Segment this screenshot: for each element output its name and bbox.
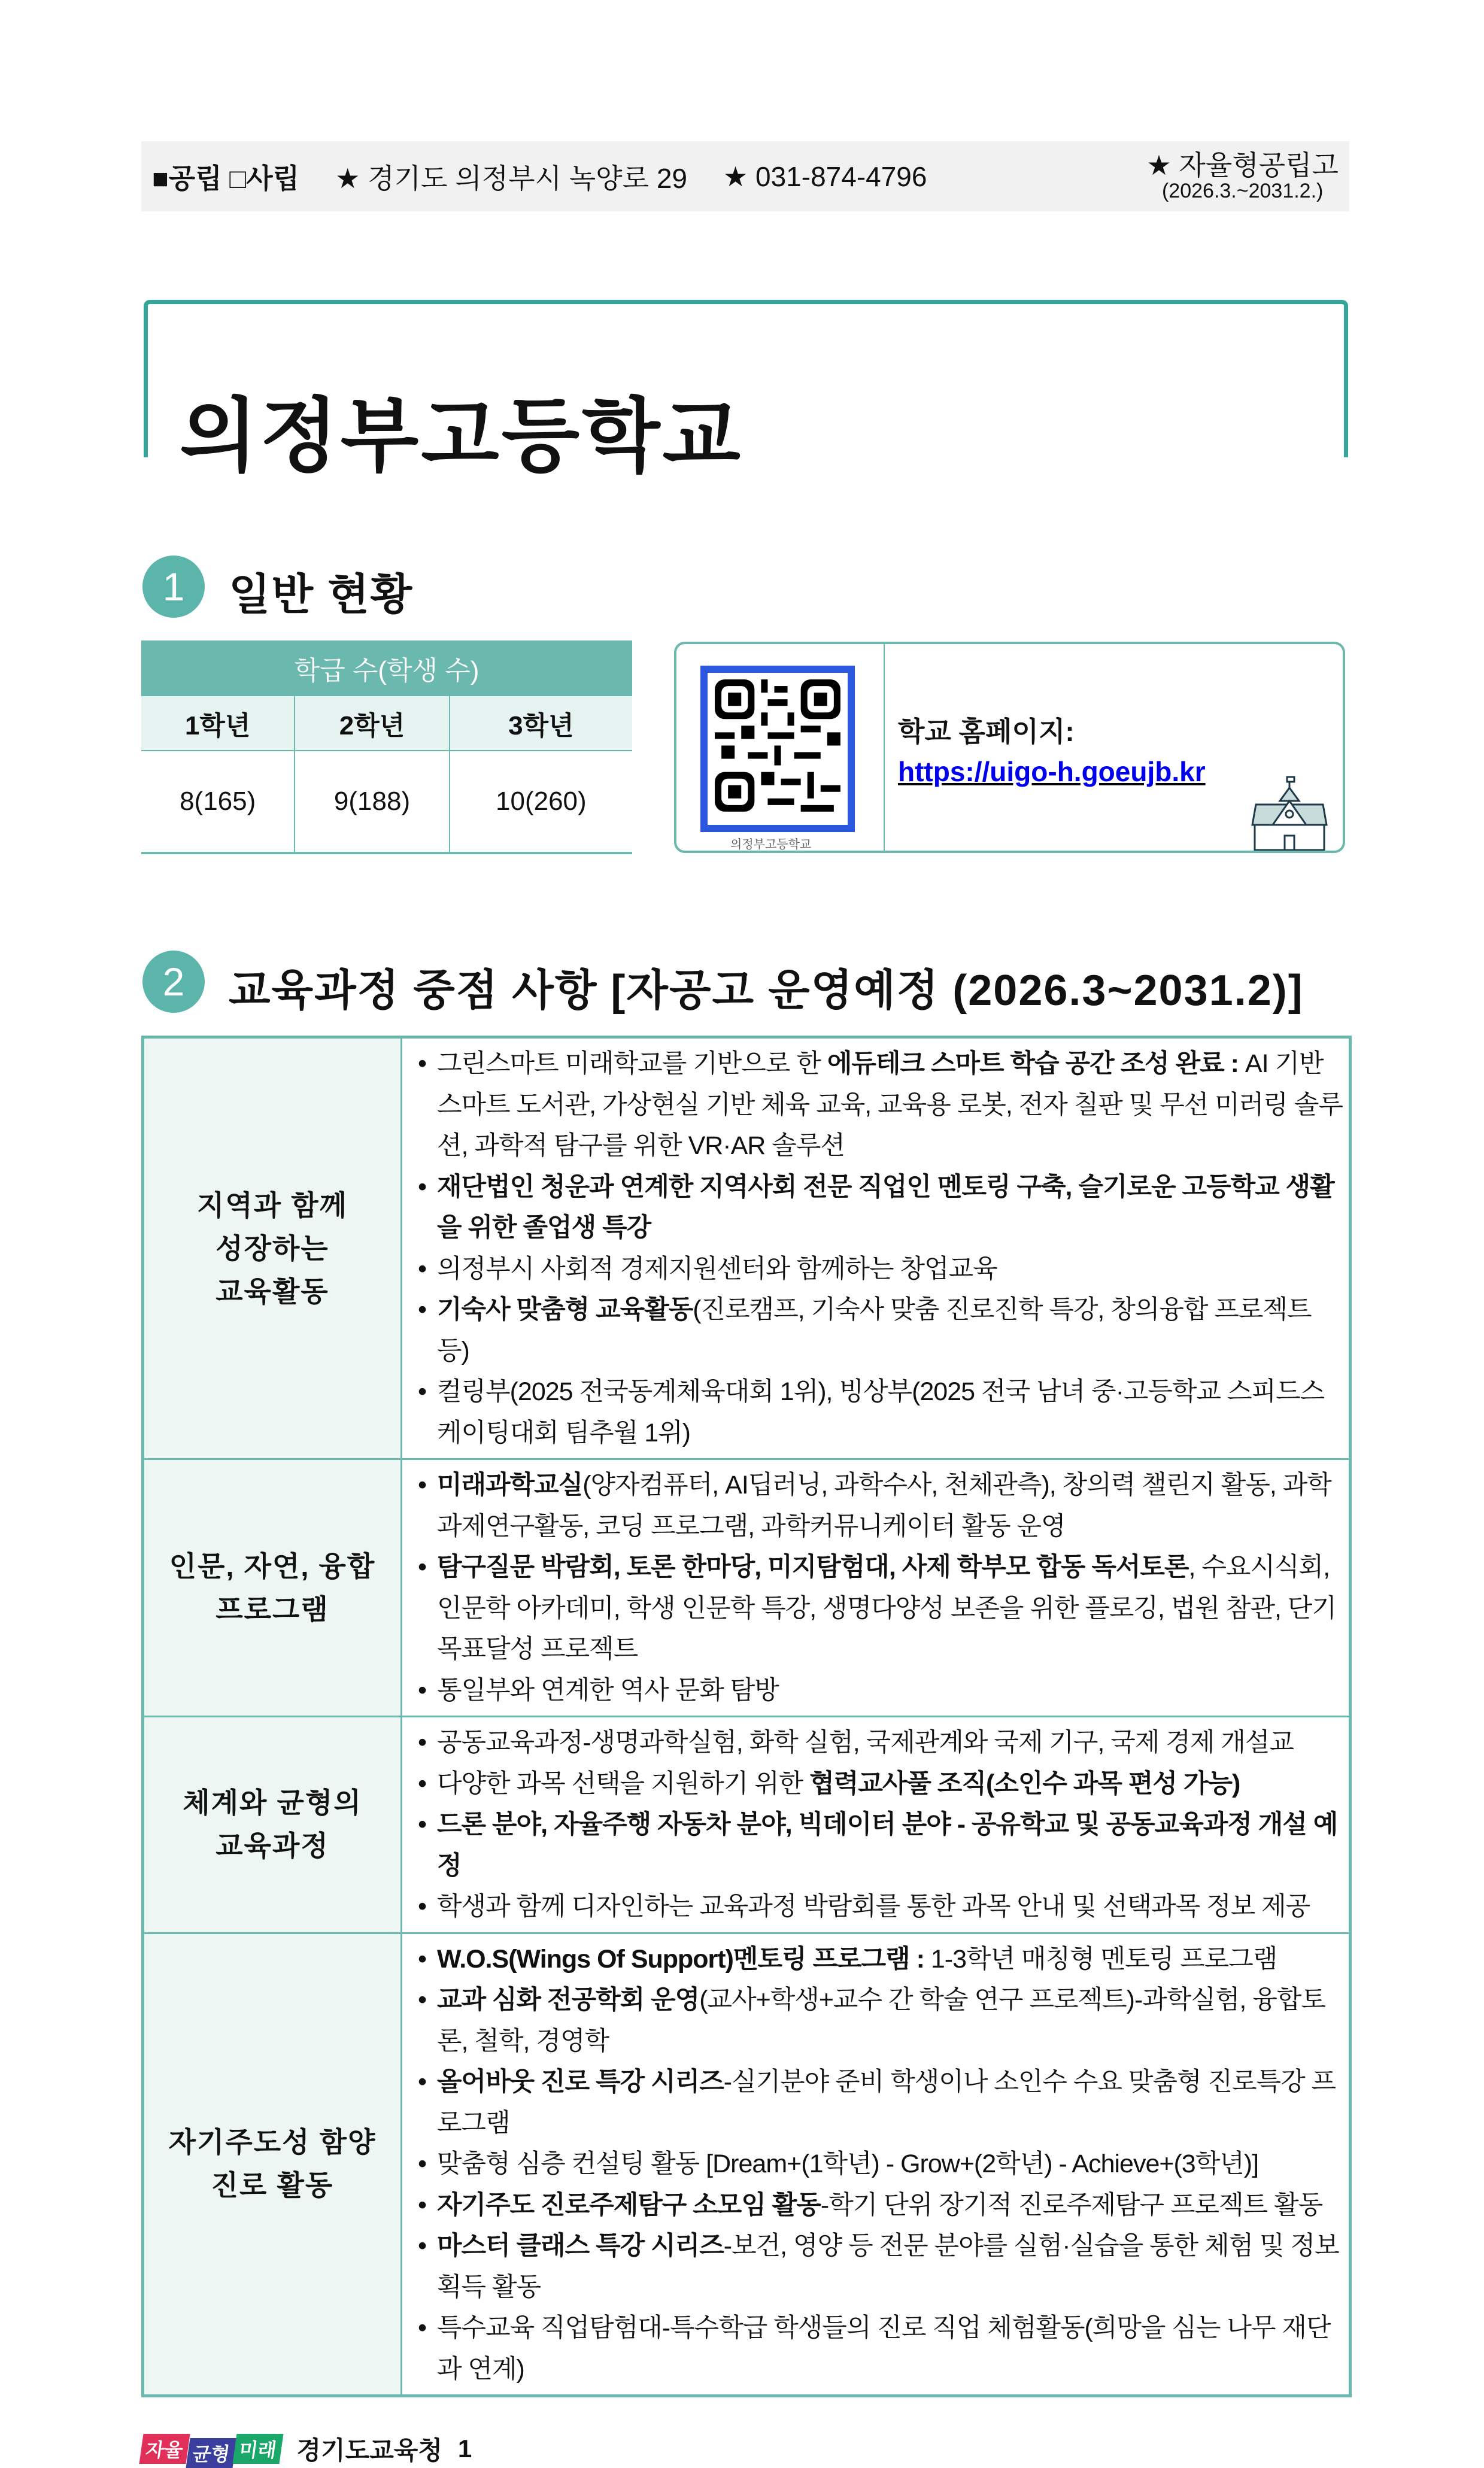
column-header: 2학년 [295, 696, 449, 751]
bullet-item [411, 1670, 1343, 1711]
bullet-item [411, 1980, 1343, 2062]
logo-part: 미래 [232, 2434, 283, 2464]
bold-text: W.O.S(Wings Of Support)멘토링 프로그램 : [437, 1944, 924, 1974]
page-number: 1 [457, 2434, 472, 2463]
text: 다양한 과목 선택을 지원하기 위한 [437, 1769, 810, 1798]
row-content [402, 1039, 1349, 1458]
table-cell: 10(260) [450, 751, 632, 853]
row-content [402, 1460, 1349, 1716]
text: 공동교육과정-생명과학실험, 화학 실험, 국제관계와 국제 기구, 국제 경제 개설교 [437, 1728, 1294, 1757]
section-heading: 교육과정 중점 사항 [자공고 운영예정 (2026.3~2031.2)] [229, 967, 1304, 1015]
table-cell: 8(165) [141, 751, 295, 853]
bullet-item [411, 1886, 1343, 1927]
text: (양자컴퓨터, AI딥러닝, 과학수사, 천체관측), 창의력 챌린지 활동, 과학과제연구활동, 코딩 프로그램, 과학커뮤니케이터 활동 운영 [437, 1471, 1331, 1541]
bullet-item [411, 1289, 1343, 1371]
table-caption: 학급 수(학생 수) [141, 640, 632, 696]
bold-text: 교과 심화 전공학회 운영 [437, 1986, 700, 2014]
bullet-item [411, 1371, 1343, 1453]
info-bar [141, 141, 1349, 211]
text: 통일부와 연계한 역사 문화 탐방 [437, 1675, 779, 1705]
bullet-item [411, 1939, 1343, 1980]
curriculum-table [141, 1036, 1352, 2397]
address: ★ 경기도 의정부시 녹양로 29 [335, 162, 687, 194]
bullet-item [411, 2185, 1343, 2226]
text: 1-3학년 매칭형 멘토링 프로그램 [924, 1944, 1277, 1974]
page-title: 의정부고등학교 [180, 391, 743, 481]
bold-text: 미래과학교실 [437, 1471, 583, 1499]
table-row [144, 1458, 1349, 1716]
table-row [144, 1932, 1349, 2395]
section-heading: 일반 현황 [229, 571, 414, 619]
text: 그린스마트 미래학교를 기반으로 한 [437, 1049, 827, 1078]
text: (교사+학생+교수 간 학술 연구 프로젝트)-과학실험, 융합토론, 철학, 경영학 [437, 1986, 1325, 2056]
designation-period: (2026.3.~2031.2.) [1161, 180, 1324, 203]
bold-text: 마스터 클래스 특강 시리즈 [437, 2232, 724, 2260]
text: 컬링부(2025 전국동계체육대회 1위), 빙상부(2025 전국 남녀 중·고등학교 스피드스케이팅대회 팀추월 1위) [437, 1377, 1325, 1447]
phone: ★ 031-874-4796 [723, 160, 927, 192]
bold-text: 드론 분야, 자율주행 자동차 분야, 빅데이터 분야 - 공유학교 및 공동교육과정 개설 예정 [437, 1810, 1338, 1880]
bullet-item [411, 1763, 1343, 1805]
bold-text: 에듀테크 스마트 학습 공간 조성 완료 : [827, 1049, 1239, 1078]
homepage-link[interactable]: https://uigo-h.goeujb.kr [898, 756, 1206, 787]
qr-code[interactable] [700, 666, 855, 832]
bullet-item [411, 2062, 1343, 2144]
column-header: 1학년 [141, 696, 295, 751]
bullet-item [411, 1465, 1343, 1547]
bullet-item [411, 1043, 1343, 1167]
footer [141, 2433, 1352, 2464]
table-row [144, 1716, 1349, 1932]
text: 특수교육 직업탐험대-특수학급 학생들의 진로 직업 체험활동(희망을 심는 나무 재단과 연계) [437, 2314, 1331, 2384]
footer-org: 경기도교육청 [296, 2436, 442, 2464]
section-number-badge: 1 [142, 555, 205, 618]
text: 학생과 함께 디자인하는 교육과정 박람회를 통한 과목 안내 및 선택과목 정보 제공 [437, 1892, 1310, 1921]
bullet-item [411, 2226, 1343, 2308]
row-content [402, 1717, 1349, 1932]
bold-text: 기숙사 맞춤형 교육활동 [437, 1295, 693, 1324]
bullet-item [411, 1249, 1343, 1290]
bullet-item [411, 2308, 1343, 2390]
bullet-item [411, 1804, 1343, 1886]
designation-block [1146, 150, 1339, 203]
column-header: 3학년 [450, 696, 632, 751]
row-label: 자기주도성 함양 진로 활동 [144, 1934, 402, 2395]
lower-content [141, 1036, 1352, 2464]
bold-text: 자기주도 진로주제탐구 소모임 활동 [437, 2190, 821, 2220]
text: AI 기반 스마트 도서관, 가상현실 기반 체육 교육, 교육용 로봇, 전자 칠판 및 무선 미러링 솔루션, 과학적 탐구를 위한 VR·AR 솔루션 [437, 1049, 1343, 1160]
qr-pattern-icon [708, 673, 848, 825]
divider [884, 644, 885, 851]
logo-part: 자율 [139, 2434, 190, 2464]
homepage-label: 학교 홈페이지: [898, 716, 1075, 747]
bold-text: 협력교사풀 조직(소인수 과목 편성 가능) [809, 1769, 1240, 1798]
logo-part: 균형 [186, 2438, 236, 2468]
school-building-icon [1251, 776, 1329, 851]
row-label: 지역과 함께 성장하는 교육활동 [144, 1039, 402, 1458]
bullet-item [411, 2144, 1343, 2185]
text: , 수요시식회, 인문학 아카데미, 학생 인문학 특강, 생명다양성 보존을 위한 플로깅, 법원 참관, 단기 목표달성 프로젝트 [437, 1553, 1336, 1663]
bullet-item [411, 1167, 1343, 1249]
text: 의정부시 사회적 경제지원센터와 함께하는 창업교육 [437, 1254, 997, 1283]
row-label: 체계와 균형의 교육과정 [144, 1717, 402, 1932]
text: -실기분야 준비 학생이나 소인수 수요 맞춤형 진로특강 프로그램 [437, 2068, 1336, 2138]
text: (진로캠프, 기숙사 맞춤 진로진학 특강, 창의융합 프로젝트 등) [437, 1295, 1312, 1365]
bullet-item [411, 1547, 1343, 1670]
school-type: ■공립 □사립 [152, 162, 300, 194]
table-row [144, 1039, 1349, 1458]
designation: ★ 자율형공립고 [1146, 149, 1339, 181]
section-number-badge: 2 [142, 951, 205, 1013]
table-cell: 9(188) [295, 751, 449, 853]
class-count-table [141, 640, 632, 854]
text: -학기 단위 장기적 진로주제탐구 프로젝트 활동 [820, 2190, 1323, 2220]
homepage-card [674, 642, 1345, 853]
bold-text: 올어바웃 진로 특강 시리즈 [437, 2068, 724, 2096]
bullet-item [411, 1722, 1343, 1763]
row-label: 인문, 자연, 융합 프로그램 [144, 1460, 402, 1716]
bold-text: 탐구질문 박람회, 토론 한마당, 미지탐험대, 사제 학부모 합동 독서토론 [437, 1553, 1189, 1581]
text: -보건, 영양 등 전문 분야를 실험·실습을 통한 체험 및 정보획득 활동 [437, 2232, 1339, 2302]
qr-caption: 의정부고등학교 [730, 838, 812, 851]
text: 맞춤형 심층 컨설팅 활동 [Dream+(1학년) - Grow+(2학년) - Achieve+(3학년)] [437, 2150, 1259, 2178]
bold-text: 재단법인 청운과 연계한 지역사회 전문 직업인 멘토링 구축, 슬기로운 고등학교 생활을 위한 졸업생 특강 [437, 1172, 1334, 1242]
row-content [402, 1934, 1349, 2395]
